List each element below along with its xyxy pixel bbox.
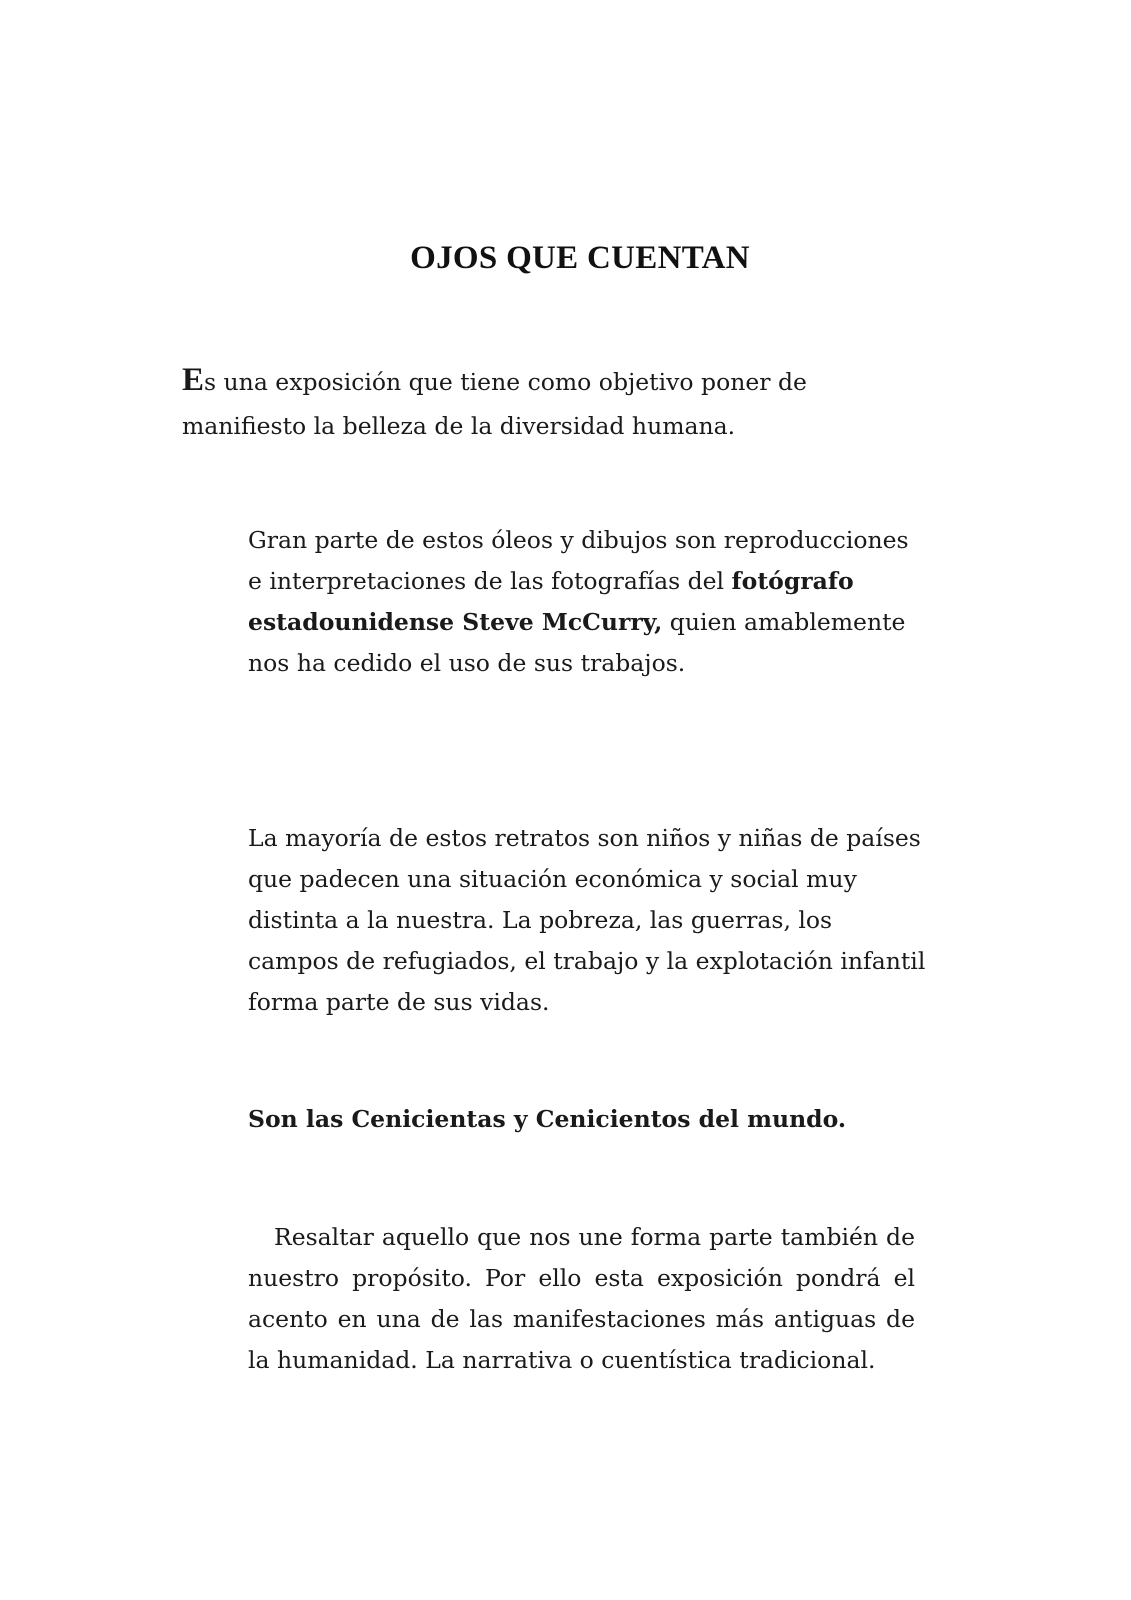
paragraph-cinderellas: Son las Cenicientas y Cenicientos del mundo. bbox=[248, 1105, 847, 1133]
photographer-credit: fotógrafo estadounidense Steve McCurry, bbox=[248, 567, 854, 636]
intro-paragraph bbox=[182, 358, 902, 448]
paragraph-photographs-text-end: quien amablemente nos ha cedido el uso de sus trabajos. bbox=[248, 608, 906, 677]
paragraph-portraits: La mayoría de estos retratos son niños y niñas de países que padecen una situación económica y social muy distinta a la nuestra. La pobreza, las guerras, los campos de refugiados, el trabajo y la explotación infantil forma parte de sus vidas. bbox=[248, 824, 926, 1016]
paragraph-photographs-text-start: Gran parte de estos óleos y dibujos son reproducciones e interpretaciones de las fotografías del bbox=[248, 526, 909, 595]
drop-initial: E bbox=[182, 362, 205, 398]
page-title: OJOS QUE CUENTAN bbox=[410, 240, 750, 276]
intro-text: s una exposición que tiene como objetivo poner de manifiesto la belleza de la diversidad humana. bbox=[182, 368, 807, 440]
paragraph-photographs bbox=[248, 520, 928, 684]
paragraph-purpose: Resaltar aquello que nos une forma parte también de nuestro propósito. Por ello esta exposición pondrá el acento en una de las manifestaciones más antiguas de la humanidad. La narrativa o cuentística tradicional. bbox=[248, 1223, 915, 1374]
